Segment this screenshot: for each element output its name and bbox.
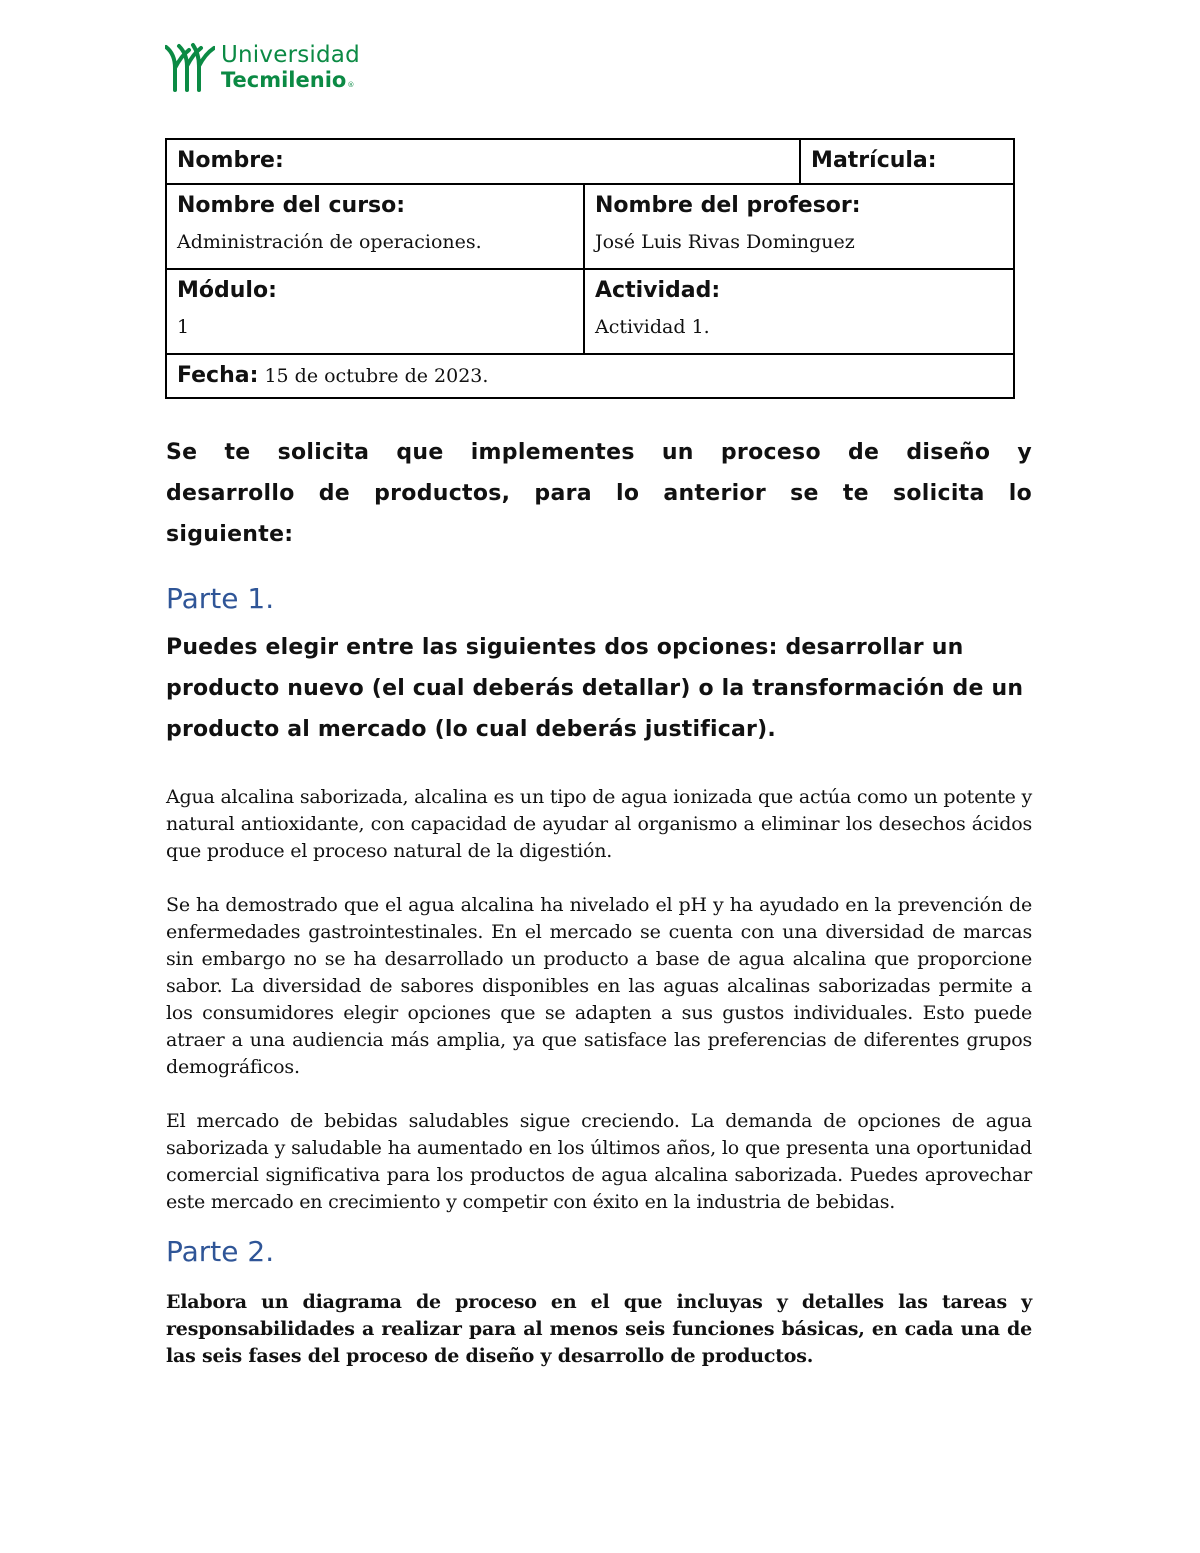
fecha-cell	[166, 354, 1014, 398]
fecha-label: Fecha:	[177, 363, 259, 388]
nombre-cell	[166, 139, 800, 184]
logo-tecmilenio-text: Tecmilenio®	[221, 67, 355, 92]
profesor-value: José Luis Rivas Dominguez	[595, 231, 855, 253]
actividad-cell	[584, 269, 1014, 354]
modulo-value: 1	[177, 316, 190, 338]
registered-mark: ®	[347, 80, 355, 89]
part1-heading: Parte 1.	[166, 582, 275, 615]
matricula-label: Matrícula:	[811, 148, 937, 173]
profesor-cell	[584, 184, 1014, 269]
modulo-cell	[166, 269, 584, 354]
student-info-table	[165, 138, 1015, 399]
curso-cell	[166, 184, 584, 269]
paragraph-1: Agua alcalina saborizada, alcalina es un tipo de agua ionizada que actúa como un potente y natural antioxidante, con capacidad de ayudar al organismo a eliminar los desechos ácidos que produce el proceso natural de la digestión.	[166, 786, 1032, 862]
actividad-label: Actividad:	[595, 278, 721, 303]
modulo-label: Módulo:	[177, 278, 277, 303]
part2-heading: Parte 2.	[166, 1235, 275, 1268]
matricula-cell	[800, 139, 1014, 184]
actividad-value: Actividad 1.	[595, 316, 710, 338]
university-logo	[165, 42, 360, 92]
profesor-label: Nombre del profesor:	[595, 193, 861, 218]
nombre-label: Nombre:	[177, 148, 284, 173]
paragraph-2: Se ha demostrado que el agua alcalina ha nivelado el pH y ha ayudado en la prevención de enfermedades gastrointestinales. En el mercado se cuenta con una diversidad de marcas sin embargo no se ha desarrollado un producto a base de agua alcalina que proporcione sabor. La diversidad de sabores disponibles en las aguas alcalinas saborizadas permite a los consumidores elegir opciones que se adapten a sus gustos individuales. Esto puede atraer a una audiencia más amplia, ya que satisface las preferencias de diferentes grupos demográficos.	[166, 894, 1032, 1078]
part1-instruction: Puedes elegir entre las siguientes dos opciones: desarrollar un producto nuevo (el cual deberás detallar) o la transformación de un producto al mercado (lo cual deberás justificar).	[166, 635, 1024, 742]
part2-instruction: Elabora un diagrama de proceso en el que incluyas y detalles las tareas y responsabilidades a realizar para al menos seis funciones básicas, en cada una de las seis fases del proceso de diseño y desarrollo de productos.	[166, 1291, 1032, 1367]
fecha-row	[177, 363, 1003, 389]
document-body	[166, 432, 1032, 1370]
paragraph-3: El mercado de bebidas saludables sigue creciendo. La demanda de opciones de agua saborizada y saludable ha aumentado en los últimos años, lo que presenta una oportunidad comercial significativa para los productos de agua alcalina saborizada. Puedes aprovechar este mercado en crecimiento y competir con éxito en la industria de bebidas.	[166, 1110, 1032, 1213]
curso-label: Nombre del curso:	[177, 193, 406, 218]
fecha-value: 15 de octubre de 2023.	[258, 365, 489, 387]
logo-university-text: Universidad	[221, 41, 360, 68]
curso-value: Administración de operaciones.	[177, 231, 482, 253]
intro-instruction: Se te solicita que implementes un proceso de diseño y desarrollo de productos, para lo anterior se te solicita lo siguiente:	[166, 440, 1032, 547]
tecmilenio-logo-icon	[165, 42, 215, 92]
